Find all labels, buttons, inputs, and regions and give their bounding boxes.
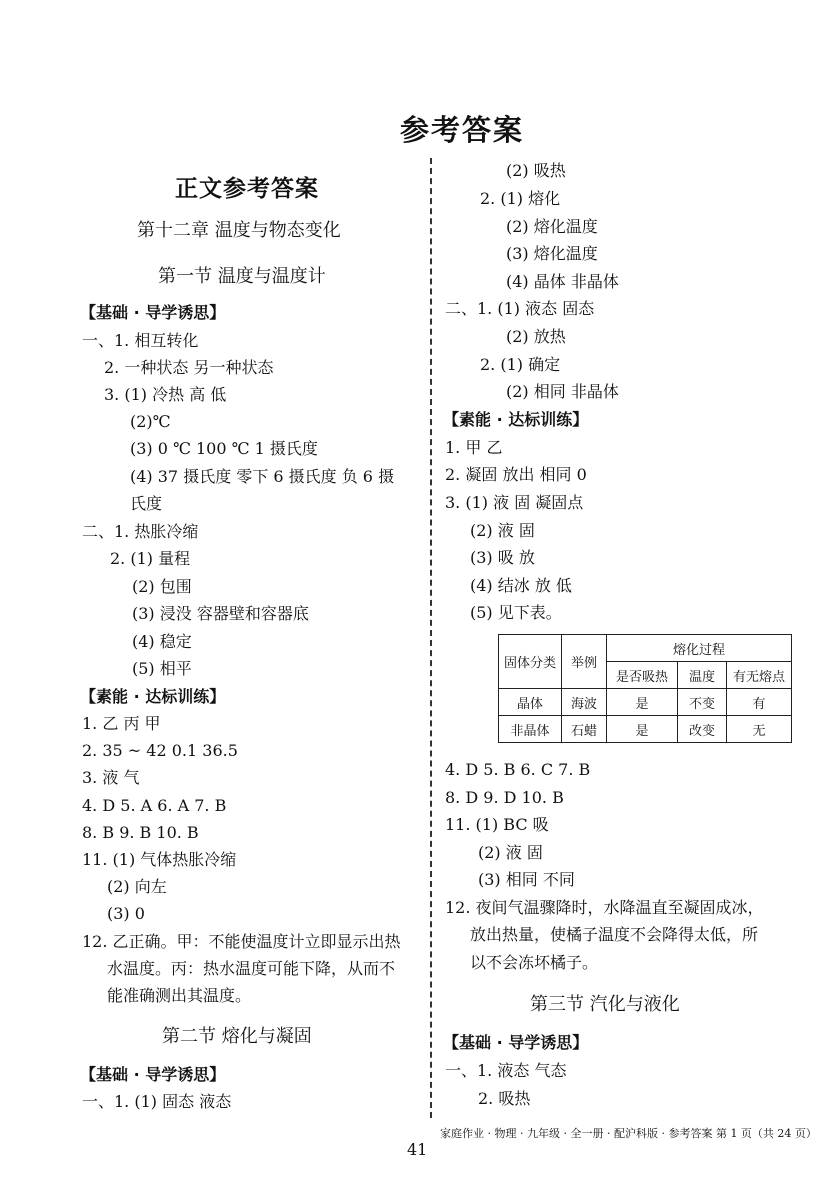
answer-line: 8. B 9. B 10. B — [82, 823, 199, 842]
th-temp: 温度 — [678, 662, 727, 689]
answer-line: (4) 稳定 — [132, 632, 192, 651]
answer-line: 12. 乙正确。甲：不能使温度计立即显示出热 — [82, 932, 401, 951]
table-cell: 不变 — [678, 689, 727, 716]
table-cell: 改变 — [678, 716, 727, 743]
practice-heading: 【素能 · 达标训练】 — [443, 410, 589, 429]
answer-line: 3. (1) 冷热 高 低 — [104, 385, 227, 404]
s2-basic-heading: 【基础 · 导学诱思】 — [80, 1065, 226, 1084]
answer-line: 1. 乙 丙 甲 — [82, 714, 161, 733]
answer-line: 4. D 5. B 6. C 7. B — [445, 760, 591, 779]
answer-line: 3. 液 气 — [82, 768, 140, 787]
answer-line: 2. 35 ~ 42 0.1 36.5 — [82, 741, 238, 760]
answer-line: (2) 液 固 — [478, 843, 543, 862]
answer-line: 4. D 5. A 6. A 7. B — [82, 796, 227, 815]
table-cell: 是 — [607, 689, 678, 716]
main-heading: 正文参考答案 — [175, 176, 319, 202]
s1-practice-heading: 【素能 · 达标训练】 — [80, 687, 226, 706]
answer-line: 一、1. 相互转化 — [82, 331, 199, 350]
answer-line: 2. 一种状态 另一种状态 — [104, 358, 274, 377]
answer-line: 二、1. (1) 液态 固态 — [445, 299, 595, 318]
th-class: 固体分类 — [499, 635, 562, 689]
answer-line: 二、1. 热胀冷缩 — [82, 522, 199, 541]
answer-line: 一、1. (1) 固态 液态 — [82, 1092, 232, 1111]
answer-line: (4) 结冰 放 低 — [470, 576, 572, 595]
answer-line: (3) 0 — [107, 904, 145, 923]
s1-basic-heading: 【基础 · 导学诱思】 — [80, 303, 226, 322]
answer-line: 水温度。丙：热水温度可能下降，从而不 — [107, 959, 396, 978]
answer-line: (2)℃ — [130, 412, 171, 431]
answer-line: (3) 吸 放 — [470, 548, 535, 567]
answer-line: 1. 甲 乙 — [445, 438, 503, 457]
chapter-title: 第十二章 温度与物态变化 — [137, 220, 341, 241]
th-process: 熔化过程 — [607, 635, 792, 662]
answer-line: 以不会冻坏橘子。 — [470, 953, 599, 972]
answer-line: 2. 凝固 放出 相同 0 — [445, 465, 587, 484]
table-row — [499, 689, 792, 716]
table-cell: 海波 — [562, 689, 607, 716]
answer-line: 一、1. 液态 气态 — [445, 1061, 567, 1080]
table-cell: 有 — [727, 689, 792, 716]
page-number: 41 — [407, 1140, 428, 1159]
answer-line: 2. 吸热 — [478, 1089, 531, 1108]
section-3-title: 第三节 汽化与液化 — [530, 994, 680, 1015]
answer-line: (5) 相平 — [132, 659, 192, 678]
answer-line: (3) 熔化温度 — [506, 244, 598, 263]
table-row — [499, 716, 792, 743]
table-cell: 非晶体 — [499, 716, 562, 743]
table-cell: 石蜡 — [562, 716, 607, 743]
answer-line: 2. (1) 量程 — [110, 549, 191, 568]
answer-line: (3) 浸没 容器壁和容器底 — [132, 604, 309, 623]
th-melting-point: 有无熔点 — [727, 662, 792, 689]
section-2-title: 第二节 熔化与凝固 — [162, 1026, 312, 1047]
answer-line: (2) 包围 — [132, 577, 192, 596]
answer-line: (2) 向左 — [107, 877, 167, 896]
page-footer: 家庭作业 · 物理 · 九年级 · 全一册 · 配沪科版 · 参考答案 第 1 页（共 24 页） — [440, 1127, 817, 1140]
answer-line: 2. (1) 确定 — [480, 355, 561, 374]
table-cell: 无 — [727, 716, 792, 743]
th-absorb: 是否吸热 — [607, 662, 678, 689]
page-title: 参考答案 — [400, 113, 525, 147]
th-example: 举例 — [562, 635, 607, 689]
answer-line: (5) 见下表。 — [470, 603, 562, 622]
answer-line: (2) 液 固 — [470, 521, 535, 540]
answer-line: (2) 熔化温度 — [506, 217, 598, 236]
answer-line: 11. (1) BC 吸 — [445, 815, 549, 834]
answer-line: (4) 晶体 非晶体 — [506, 272, 619, 291]
s3-basic-heading: 【基础 · 导学诱思】 — [443, 1033, 589, 1052]
answer-line: (4) 37 摄氏度 零下 6 摄氏度 负 6 摄 — [130, 467, 395, 486]
column-divider — [430, 158, 432, 1118]
answer-line: 3. (1) 液 固 凝固点 — [445, 493, 584, 512]
answer-line: 2. (1) 熔化 — [480, 189, 561, 208]
answer-line: 能准确测出其温度。 — [107, 986, 252, 1005]
answer-line: 11. (1) 气体热胀冷缩 — [82, 850, 237, 869]
table-cell: 是 — [607, 716, 678, 743]
section-1-title: 第一节 温度与温度计 — [158, 266, 326, 287]
answer-line: 12. 夜间气温骤降时，水降温直至凝固成冰， — [445, 898, 764, 917]
answer-line: 8. D 9. D 10. B — [445, 788, 564, 807]
answer-line: (2) 放热 — [506, 327, 566, 346]
answer-line: (3) 相同 不同 — [478, 870, 575, 889]
answer-line: (2) 相同 非晶体 — [506, 382, 619, 401]
table-cell: 晶体 — [499, 689, 562, 716]
melting-table — [498, 634, 792, 743]
answer-line: 放出热量，使橘子温度不会降得太低，所 — [470, 925, 759, 944]
answer-line: (3) 0 ℃ 100 ℃ 1 摄氏度 — [130, 439, 318, 458]
answer-line: (2) 吸热 — [506, 161, 566, 180]
answer-line: 氏度 — [130, 494, 163, 513]
